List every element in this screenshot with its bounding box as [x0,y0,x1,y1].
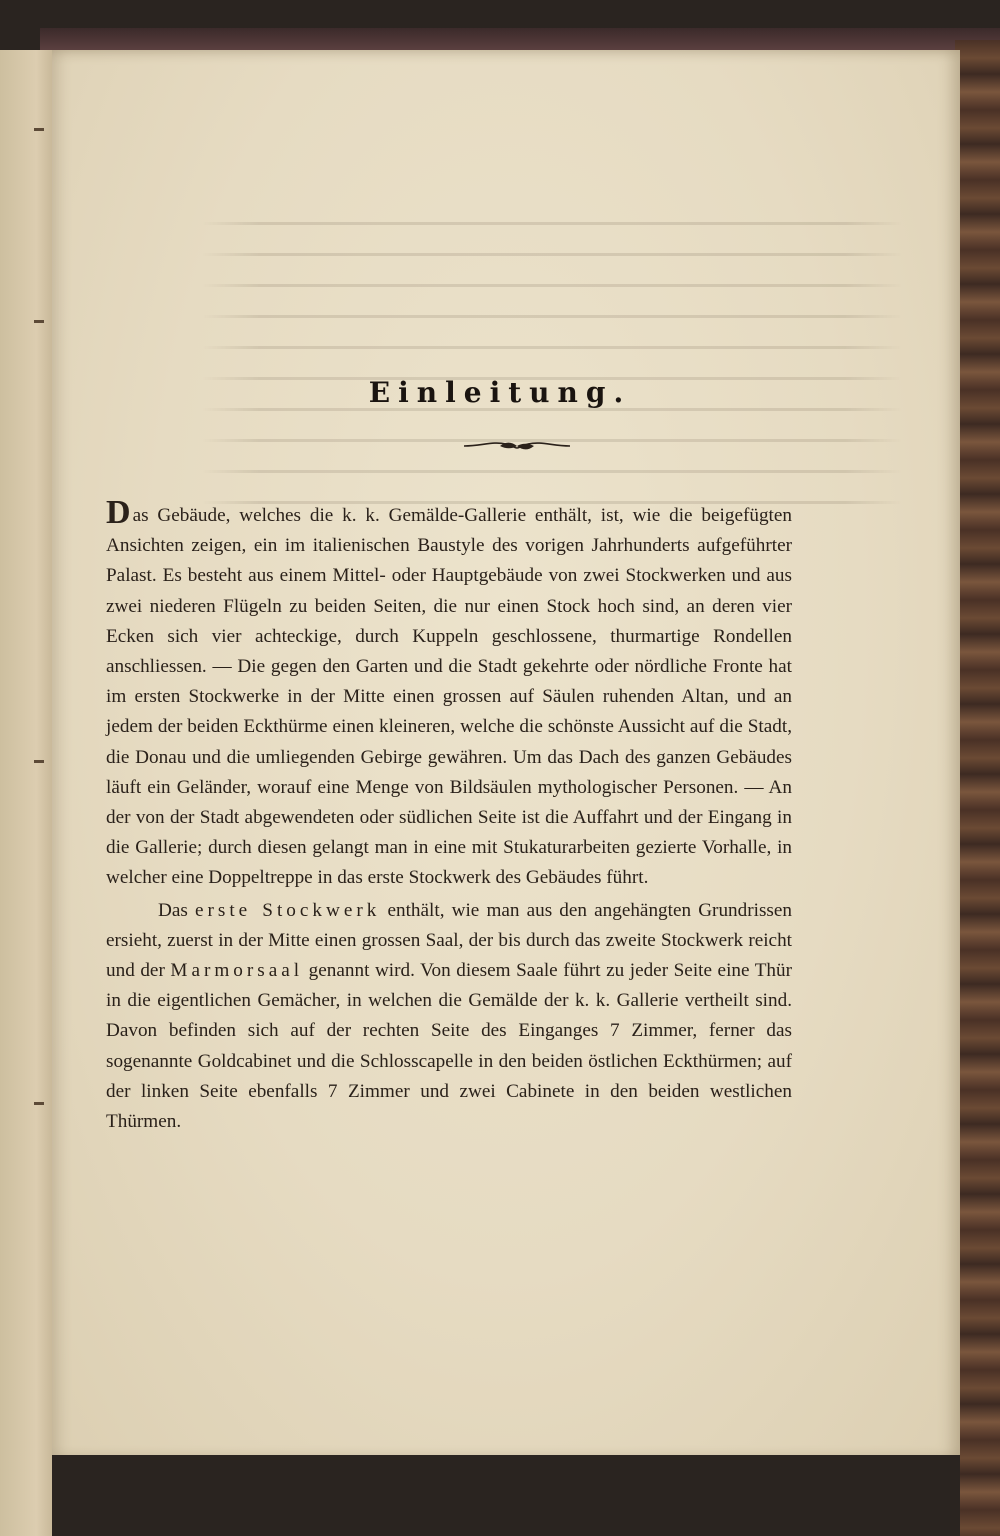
drop-cap: D [106,494,131,531]
body-text [106,494,793,1137]
paragraph-1-text: as Gebäude, welches die k. k. Gemälde-Gallerie enthält, ist, wie die beigefügten Ansichten zeigen, ein im italienischen Baustyle des vorigen Jahrhunderts aufgeführter Palast. Es besteht aus einem Mittel- oder Hauptgebäude von zwei Stockwerken und aus zwei niederen Flügeln zu beiden Seiten, die nur einen Stock hoch sind, an deren vier Ecken sich vier achteckige, durch Kuppeln geschlossene, thurmartige Rondellen anschliessen. — Die gegen den Garten und die Stadt gekehrte oder nördliche Fronte hat im ersten Stockwerke in der Mitte einen grossen auf Säulen ruhenden Altan, und an jedem der beiden Eckthürme einen kleineren, welche die schönste Aussicht auf die Stadt, die Donau und die umliegenden Gebirge gewähren. Um das Dach des ganzen Gebäudes läuft ein Geländer, worauf eine Menge von Bildsäulen mythologischer Personen. — An der von der Stadt abgewendeten oder südlichen Seite ist die Auffahrt und der Eingang in die Gallerie; durch diesen gelangt man in eine mit Stukaturarbeiten gezierte Vorhalle, in welcher eine Doppeltreppe in das erste Stockwerk des Gebäudes führt. [106,505,792,889]
paragraph-2-spaced-term: erste Stockwerk [194,899,381,921]
paragraph-2-spaced-term: Marmorsaal [170,960,304,982]
left-page-mark [34,1102,44,1105]
paragraph-2-text-before: Das [158,899,195,921]
paragraph-2-text-after: genannt wird. Von diesem Saale führt zu jeder Seite eine Thür in die eigentlichen Gemächer, in welchen die Gemälde der k. k. Gallerie vertheilt sind. Davon befinden sich auf der rechten Seite des Einganges 7 Zimmer, ferner das sogenannte Goldcabinet und die Schlosscapelle in den beiden östlichen Eckthürmen; auf der linken Seite ebenfalls 7 Zimmer und zwei Cabinete in den beiden westlichen Thürmen. [106,960,793,1133]
paragraph-2 [106,896,792,1138]
page-title: Einleitung. [368,376,632,409]
left-page-mark [34,128,44,131]
left-page-edge [0,50,52,1536]
show-through-text [202,200,902,520]
ornament-flourish-icon [462,437,572,455]
scan-bottom [52,1455,960,1536]
paragraph-2-text-middle: enthält, wie man aus den angehängten Grundrissen ersieht, zuerst in der Mitte einen grossen Saal, der bis durch das zweite Stockwerk reicht und der [106,899,792,982]
left-page-mark [34,760,44,763]
paragraph-1 [106,494,792,894]
book-cover-right [955,40,1000,1536]
left-page-mark [34,320,44,323]
